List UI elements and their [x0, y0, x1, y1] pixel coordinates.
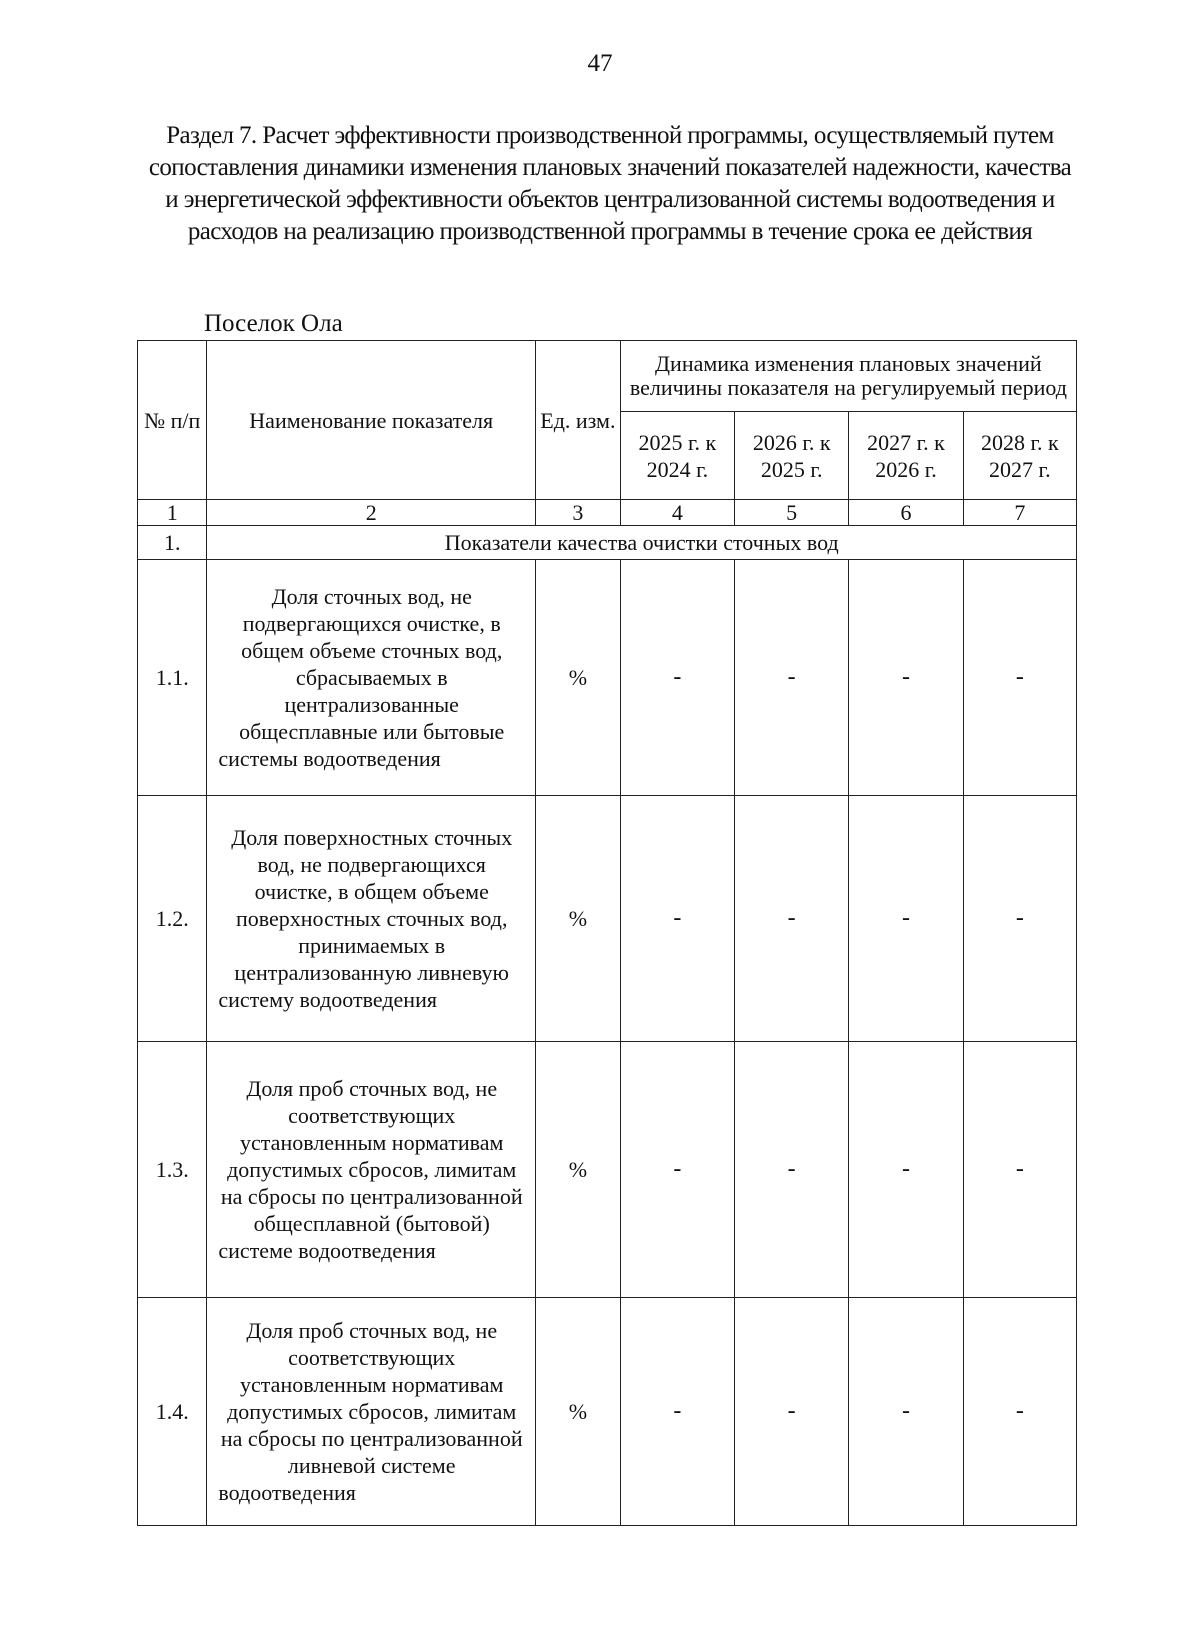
settlement-label: Поселок Ола [204, 310, 343, 337]
section-title: Раздел 7. Расчет эффективности производственной программы, осуществляемый путем сопоставления динамики изменения плановых значений показателей надежности, качества и энергетической эффективности объектов централизованной системы водоотведения и расходов на реализацию производственной программы в течение срока ее действия [148, 122, 1072, 245]
row-value: - [849, 796, 963, 1042]
column-index-row [138, 500, 1077, 526]
row-num: 1.2. [138, 796, 207, 1042]
group-title: Показатели качества очистки сточных вод [207, 526, 1077, 560]
row-value: - [620, 1042, 734, 1298]
column-index: 3 [536, 500, 621, 526]
header-name: Наименование показателя [207, 341, 536, 500]
row-num: 1.4. [138, 1298, 207, 1526]
column-index: 1 [138, 500, 207, 526]
indicators-table [137, 340, 1077, 1526]
row-name: Доля поверхностных сточных вод, не подвергающихся очистке, в общем объеме поверхностных сточных вод, принимаемых в централизованную ливневую систему водоотведения [207, 796, 536, 1042]
table-row [138, 1298, 1077, 1526]
row-value: - [963, 1042, 1076, 1298]
row-value: - [735, 796, 849, 1042]
column-index: 7 [963, 500, 1076, 526]
row-unit: % [536, 560, 621, 796]
table-row [138, 796, 1077, 1042]
group-row [138, 526, 1077, 560]
header-row [138, 341, 1077, 412]
header-dynamics: Динамика изменения плановых значений величины показателя на регулируемый период [620, 341, 1076, 412]
table-row [138, 560, 1077, 796]
header-num: № п/п [138, 341, 207, 500]
header-year-2027: 2027 г. к 2026 г. [849, 412, 963, 500]
row-value: - [735, 1042, 849, 1298]
row-value: - [849, 1042, 963, 1298]
row-unit: % [536, 1042, 621, 1298]
column-index: 6 [849, 500, 963, 526]
group-num: 1. [138, 526, 207, 560]
row-num: 1.1. [138, 560, 207, 796]
row-unit: % [536, 1298, 621, 1526]
row-unit: % [536, 796, 621, 1042]
header-unit: Ед. изм. [536, 341, 621, 500]
row-value: - [963, 796, 1076, 1042]
column-index: 4 [620, 500, 734, 526]
row-value: - [735, 1298, 849, 1526]
page-number: 47 [587, 50, 613, 77]
row-value: - [849, 1298, 963, 1526]
row-value: - [620, 1298, 734, 1526]
row-num: 1.3. [138, 1042, 207, 1298]
row-name: Доля проб сточных вод, не соответствующих установленным нормативам допустимых сбросов, лимитам на сбросы по централизованной общесплавной (бытовой) системе водоотведения [207, 1042, 536, 1298]
row-value: - [620, 560, 734, 796]
row-value: - [963, 560, 1076, 796]
row-name: Доля проб сточных вод, не соответствующих установленным нормативам допустимых сбросов, лимитам на сбросы по централизованной ливневой системе водоотведения [207, 1298, 536, 1526]
row-value: - [735, 560, 849, 796]
table-row [138, 1042, 1077, 1298]
column-index: 5 [735, 500, 849, 526]
row-value: - [849, 560, 963, 796]
header-year-2028: 2028 г. к 2027 г. [963, 412, 1076, 500]
row-value: - [620, 796, 734, 1042]
row-name: Доля сточных вод, не подвергающихся очистке, в общем объеме сточных вод, сбрасываемых в централизованные общесплавные или бытовые системы водоотведения [207, 560, 536, 796]
row-value: - [963, 1298, 1076, 1526]
header-year-2026: 2026 г. к 2025 г. [735, 412, 849, 500]
column-index: 2 [207, 500, 536, 526]
header-year-2025: 2025 г. к 2024 г. [620, 412, 734, 500]
